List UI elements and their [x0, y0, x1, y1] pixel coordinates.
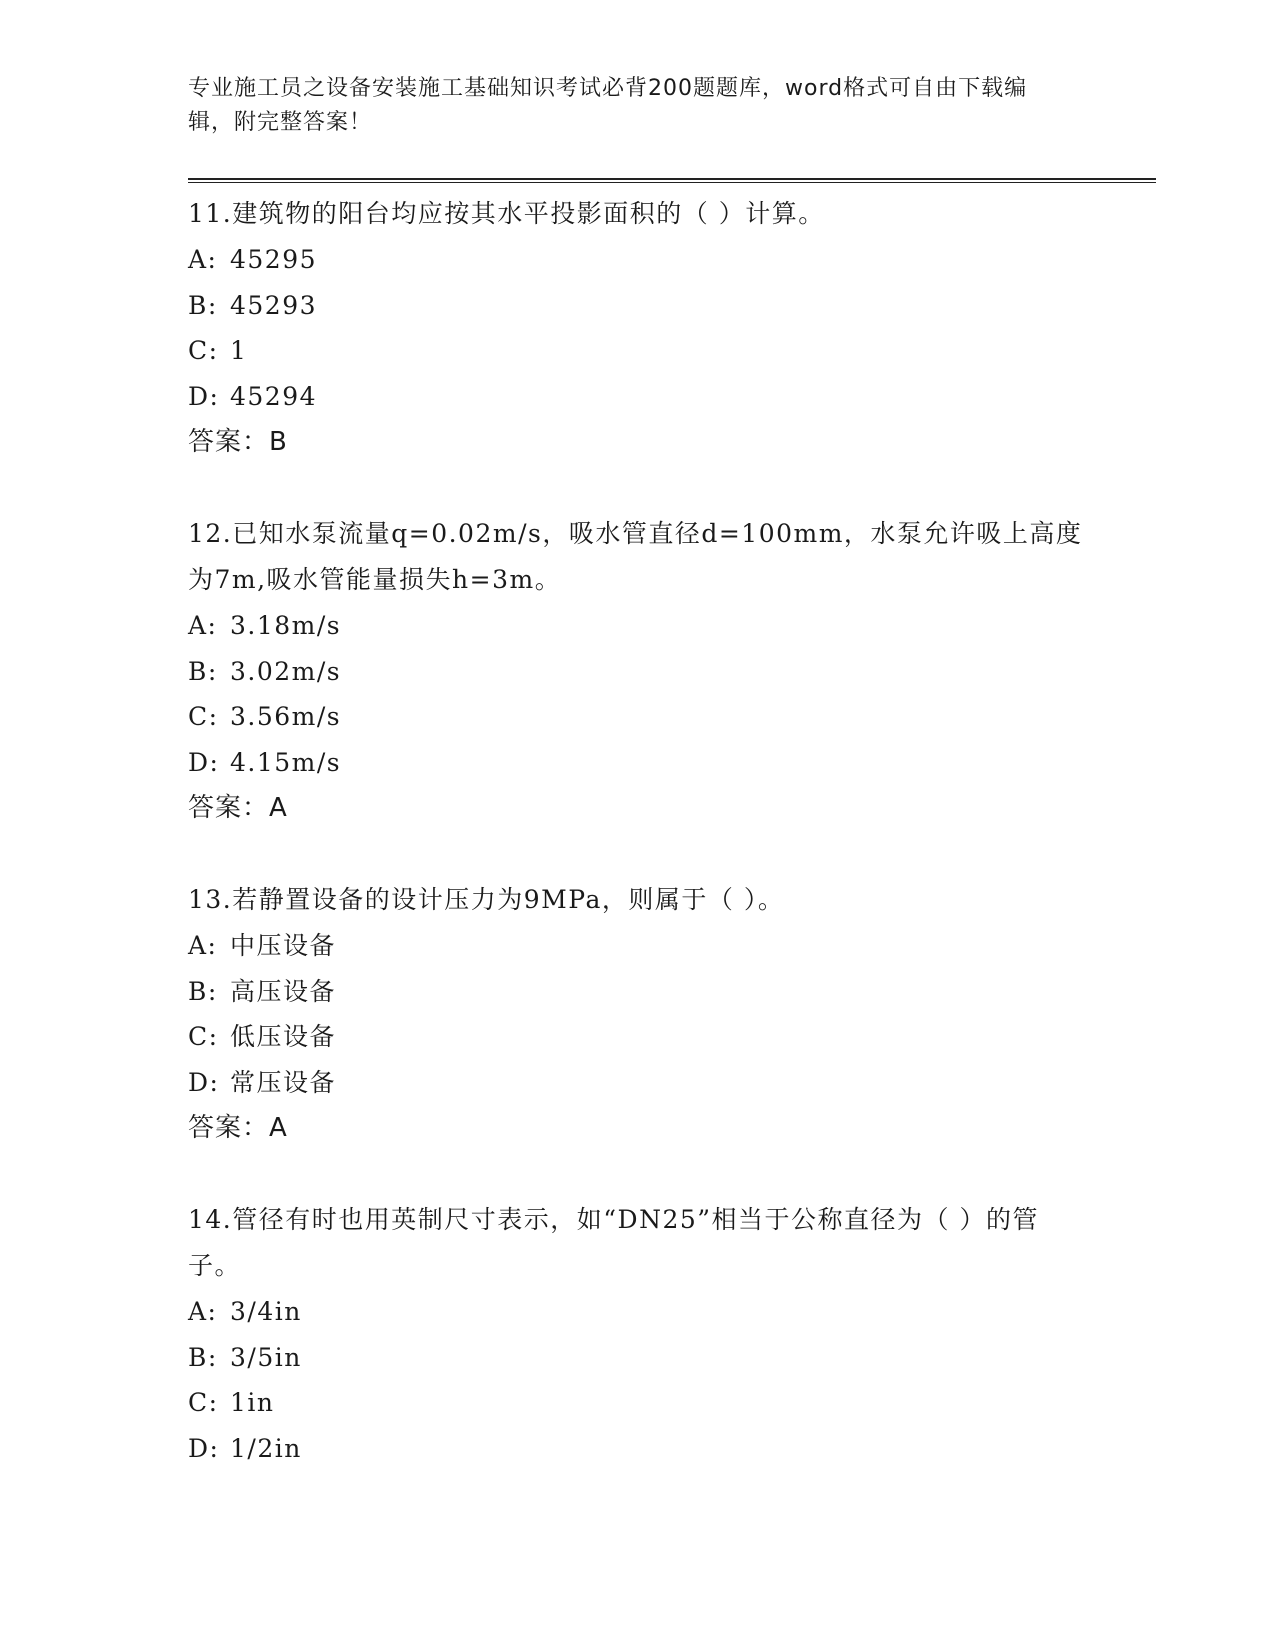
- option-c: [188, 1380, 1088, 1426]
- option-letter: D:: [188, 1433, 220, 1463]
- option-d: [188, 374, 1088, 420]
- question-text: 12.已知水泵流量q=0.02m/s，吸水管直径d=100mm，水泵允许吸上高度为7m,吸水管能量损失h=3m。: [188, 519, 1083, 594]
- option-letter: C:: [188, 1022, 219, 1051]
- question-13: [188, 877, 1088, 1151]
- option-text: 3.02m/s: [230, 656, 342, 686]
- option-letter: B:: [188, 290, 218, 320]
- option-text: 3/5in: [230, 1342, 302, 1372]
- question-text: 14.管径有时也用英制尺寸表示，如“DN25”相当于公称直径为（ ）的管子。: [188, 1205, 1039, 1280]
- option-text: 45295: [230, 245, 318, 274]
- option-letter: D:: [188, 381, 220, 411]
- option-d: [188, 1426, 1088, 1472]
- option-letter: B:: [188, 976, 218, 1006]
- option-letter: D:: [188, 747, 220, 777]
- option-d: [188, 1060, 1088, 1106]
- option-b: [188, 969, 1088, 1015]
- option-text: 1: [230, 336, 248, 365]
- question-11: [188, 191, 1088, 465]
- option-a: [188, 923, 1088, 969]
- option-letter: C:: [188, 1388, 219, 1417]
- question-list: [188, 191, 1088, 1517]
- question-14: [188, 1197, 1088, 1471]
- option-text: 低压设备: [230, 1022, 337, 1051]
- option-text: 3.18m/s: [230, 611, 342, 640]
- question-12: [188, 511, 1088, 831]
- option-letter: C:: [188, 702, 219, 731]
- option-text: 4.15m/s: [230, 747, 342, 777]
- option-b: [188, 649, 1088, 695]
- option-text: 常压设备: [230, 1067, 337, 1097]
- option-text: 3.56m/s: [230, 702, 342, 731]
- option-text: 3/4in: [230, 1297, 302, 1326]
- question-text: 11.建筑物的阳台均应按其水平投影面积的（ ）计算。: [188, 199, 825, 228]
- question-text: 13.若静置设备的设计压力为9MPa，则属于（ ）。: [188, 885, 785, 914]
- document-header: 专业施工员之设备安装施工基础知识考试必背200题题库，word格式可自由下载编辑，附完整答案！: [188, 76, 1028, 135]
- option-c: [188, 1014, 1088, 1060]
- option-a: [188, 237, 1088, 283]
- answer-label: 答案：A: [188, 1113, 288, 1143]
- option-text: 中压设备: [230, 931, 337, 960]
- option-text: 1in: [230, 1388, 275, 1417]
- answer-label: 答案：A: [188, 793, 288, 823]
- option-a: [188, 603, 1088, 649]
- option-c: [188, 328, 1088, 374]
- option-letter: D:: [188, 1067, 220, 1097]
- option-letter: A:: [188, 1297, 218, 1326]
- option-b: [188, 1335, 1088, 1381]
- option-letter: B:: [188, 656, 218, 686]
- option-text: 45293: [230, 290, 318, 320]
- option-a: [188, 1289, 1088, 1335]
- option-b: [188, 283, 1088, 329]
- header-divider: [188, 178, 1156, 183]
- answer-label: 答案：B: [188, 427, 288, 457]
- option-letter: B:: [188, 1342, 218, 1372]
- option-c: [188, 694, 1088, 740]
- option-letter: A:: [188, 611, 218, 640]
- option-text: 1/2in: [230, 1433, 302, 1463]
- option-text: 高压设备: [230, 976, 337, 1006]
- option-letter: A:: [188, 245, 218, 274]
- option-letter: A:: [188, 931, 218, 960]
- option-text: 45294: [230, 381, 318, 411]
- option-letter: C:: [188, 336, 219, 365]
- option-d: [188, 740, 1088, 786]
